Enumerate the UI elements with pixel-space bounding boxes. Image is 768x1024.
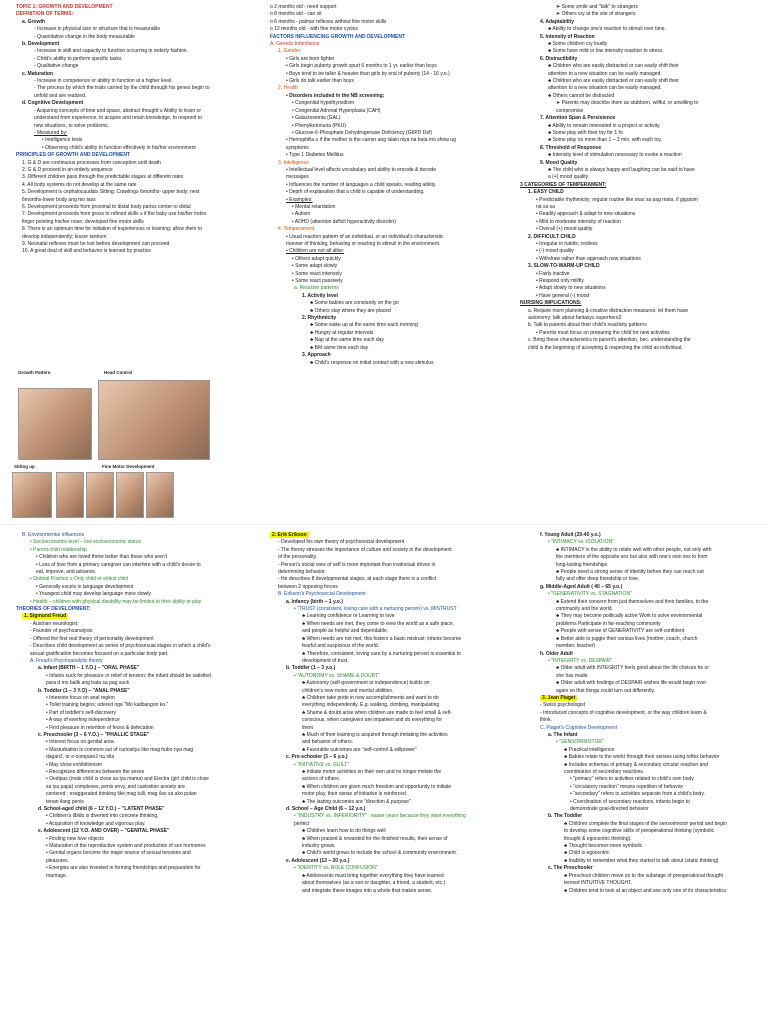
text-line: a (+) mood quality xyxy=(548,174,589,181)
text-line: 1. G & D are continuous processes from conception until death xyxy=(22,159,161,166)
photo-head-control xyxy=(98,380,210,460)
text-line: • Usual reaction pattern of an individual, or an individual's characteristic xyxy=(286,233,444,240)
text-line: 3. SLOW-TO-WARM-UP CHILD xyxy=(528,263,600,270)
text-line: - He describes 8 developmental stages, at each stage there is a conflict xyxy=(278,576,437,583)
text-line: 5. Intensity of Reaction xyxy=(540,33,595,40)
text-line: • Phenylketonuria (PKU) xyxy=(292,122,346,129)
text-line: understand from experience, to acquire and retain knowledge, to respond to xyxy=(34,115,202,122)
text-line: - Child's ability to perform specific tasks. xyxy=(34,55,123,62)
text-line: coordination of secondary reactions. xyxy=(564,769,645,775)
text-line: • Oedipus (male child is close sa iya mama) and Electra (girl child is close xyxy=(46,776,209,783)
text-line: 2. Health xyxy=(278,85,299,92)
text-line: ♣ The lasting outcomes are "direction & purpose" xyxy=(302,798,411,805)
text-line: attention to a new situation can be easily managed. xyxy=(548,70,662,77)
text-line: ♣ Child's response on initial contact with a new stimulus xyxy=(310,359,434,366)
text-line: • Genital organs become the major source of sexual tensions and xyxy=(46,850,191,857)
text-line: B. Environmental Influences xyxy=(22,532,85,538)
text-line: A. Freud's Psychoanalytic theory xyxy=(30,657,103,664)
text-line: actions of others. xyxy=(302,776,341,783)
text-line: and integrate these images into a whole that makes sense. xyxy=(302,887,433,894)
text-line: • Withdraw rather than approach new situations xyxy=(536,255,641,262)
text-line: • Parents must focus on preparing the child for new activities xyxy=(536,329,670,336)
text-line: • "secondary" refers to activities separate from a child's body. xyxy=(570,791,705,798)
text-line: and people as helpful and dependable. xyxy=(302,628,389,635)
text-line: 9. Mood Quality xyxy=(540,159,578,166)
text-line xyxy=(270,532,510,539)
text-line: everything independently. E.g. walking, climbing, manipulating xyxy=(302,702,440,709)
text-line: ♣ When needs are not met, this fosters a basic mistrust; infants become xyxy=(302,635,462,642)
text-line: • Youngest child may develop language more slowly xyxy=(36,591,151,598)
text-line: ♣ Some wake up at the same time each morning xyxy=(310,322,418,329)
text-line: the members of the opposite sex but also with one's own sex to form xyxy=(556,554,708,561)
label-fine-motor: Fine Motor Development xyxy=(102,464,155,469)
text-line: • Mild to moderate intensity of reaction xyxy=(536,218,621,225)
text-line: fully and offer deep friendship or love. xyxy=(556,576,640,583)
text-line: ♣ Nap at the same time each day xyxy=(310,337,384,344)
text-line: 4. Adaptability xyxy=(540,18,574,25)
text-line: • Socioeconomic level – low socioeconomic status xyxy=(30,539,141,546)
text-line: ➤ Parents may describe them as stubborn, willful, or unwilling to xyxy=(556,100,699,107)
text-line: problems Participate in far-reaching community xyxy=(556,620,661,627)
text-line: • Acquisition of knowledge and vigorous play. xyxy=(46,820,146,827)
photo-fine-motor-3 xyxy=(116,472,144,518)
photo-fine-motor-2 xyxy=(86,472,114,518)
text-line: • "GENERATIVITY vs. STAGNATION" xyxy=(548,591,632,598)
col2-top xyxy=(270,4,510,367)
text-line: - The process by which the traits carried by the child through his genes begin to xyxy=(34,85,210,92)
text-line: 2. Rhythmicity xyxy=(302,315,337,322)
text-line: 1. Gender xyxy=(278,48,301,55)
text-line: ♣ Children complete the final stages of the sensorimotor period and begin xyxy=(564,820,727,827)
text-line: • Intelligence tests xyxy=(42,137,83,144)
text-line: 1. Activity level xyxy=(302,292,338,299)
text-line: child is the beginning of accepting & respecting the child as individual. xyxy=(528,344,683,351)
text-line: 7. Development proceeds from gross to refined skills ≥ if the baby use his/her index xyxy=(22,211,207,218)
text-line: finger pointing his/her nose; developed fine motor skills xyxy=(22,218,144,225)
text-line: • Influences the number of languages a child speaks, reading ability. xyxy=(286,181,437,188)
text-line: ♣ Much of their learning is acquired through imitating the activities xyxy=(302,731,448,738)
text-line: a. The Infant xyxy=(548,731,578,738)
text-line: to develop some cognitive skills of preoperational thinking (symbolic xyxy=(564,828,715,835)
text-line: • (-) mood quality xyxy=(536,248,574,255)
text-line: • Ordinal Position ≥ Only child or eldest child xyxy=(30,576,129,583)
text-line: conscious, when caregivers are impatient and do everything for xyxy=(302,717,443,724)
text-line: d. School-aged child (6 – 12 Y.O.) – "LATENT PHASE" xyxy=(38,806,165,813)
text-line: - The theory stresses the importance of culture and society in the development xyxy=(278,546,452,553)
text-line: ♣ Shame & doubt arise when children are made to feel small & self- xyxy=(302,709,452,716)
text-line: • Respond only mildly xyxy=(536,278,584,285)
text-line: compromise xyxy=(556,107,584,114)
text-line: na sa sa xyxy=(536,203,555,210)
text-line: ♣ Older adult with INTEGRITY feels good about the life choices he or xyxy=(556,665,709,672)
text-line: - Introduced concepts of cognitive development, or the way children learn & xyxy=(540,709,707,716)
text-line xyxy=(8,613,256,620)
text-line: ➤ Others cry at the site of strangers xyxy=(556,11,636,18)
text-line: dagan2, or e-compare2 na nila xyxy=(46,754,115,761)
text-line: ♣ Some play no more than 1 – 2 min. with each toy. xyxy=(548,137,663,144)
text-line: termed INTUITIVE THOUGHT. xyxy=(564,880,632,887)
text-line: - Increase in competence or ability to function at a higher level. xyxy=(34,78,173,85)
text-line: b. Talk to parents about their child's reactivity patterns xyxy=(528,322,647,329)
col1-bottom xyxy=(8,532,256,880)
text-line: c. Pre-schooler (3 – 6 y.o.) xyxy=(286,754,348,761)
text-line: marriage. xyxy=(46,872,68,879)
text-line: ♣ When needs are met, they come to view the world as a safe place, xyxy=(302,620,454,627)
text-line: ♣ Includes schemas of primary & secondary circular reaction and xyxy=(564,761,708,768)
text-line: ♣ Initiate motor activities on their own and no longer imitate the xyxy=(302,769,442,775)
text-line: 1. EASY CHILD xyxy=(528,189,564,196)
text-line: 8. There is an optimum time for initiation of experiences or learning; allow them to xyxy=(22,226,202,233)
text-line: • Interest focus on genital area. xyxy=(46,739,116,746)
text-line: • Adapt slowly to new situations xyxy=(536,285,606,292)
text-line: 4. Temperament xyxy=(278,226,315,233)
text-line: 6. Development proceeds from proximal to distal body parts≥ center to distal xyxy=(22,203,191,210)
text-line: ♣ Intensity level of stimulation necessary to evoke a reaction xyxy=(548,152,682,159)
text-line: - Increase in physical size or structure that is measurable xyxy=(34,26,161,33)
text-line: PRINCIPLES OF GROWTH AND DEVELOPMENT xyxy=(16,152,130,159)
text-line: ♣ Older adult with feelings of DESPAIR wishes life would begin over xyxy=(556,680,707,687)
label-head-control: Head Control xyxy=(104,370,133,375)
text-line: - Acquiring concepts of time and space, abstract thought ≥ Ability to learn or xyxy=(34,107,202,114)
text-line: c. Preschooler (3 – 6 Y.O.) – "PHALLIC STAGE" xyxy=(38,731,150,738)
text-line: 9. Neonatal reflexes must be lost before development can proceed xyxy=(22,241,170,247)
text-line: a. Require more planning & creative distraction measures; let them have xyxy=(528,307,689,314)
text-line: • Mental retardation xyxy=(292,203,336,210)
text-line: b. Development xyxy=(22,41,60,48)
text-line: ♣ When children are given much freedom and opportunity to initiate xyxy=(302,783,452,790)
text-line: • Girls begin puberty growth spurt 6 months to 1 yr. earlier than boys xyxy=(286,63,437,70)
text-line: • "circulatory reaction" means repetition of behavior xyxy=(570,783,684,790)
text-line: • Loss of love from a primary caregiver can interfere with a child's desire to xyxy=(36,561,201,568)
text-line: • Type 1 Diabetes Mellitus xyxy=(286,152,344,159)
text-line: • A way of exerting independence xyxy=(46,717,120,724)
col2-bottom xyxy=(270,532,510,895)
text-line: • Girls are born lighter xyxy=(286,55,335,62)
text-line: between 2 opposing forces xyxy=(278,583,338,590)
text-line: - Measured by: xyxy=(34,129,68,136)
text-line: about themselves (as a son or daughter, a friend, a student, etc.) xyxy=(302,880,446,887)
text-line: ♣ Child's world grows to include the school & community environment. xyxy=(302,850,458,857)
col1-top xyxy=(8,4,256,256)
text-line: NURSING IMPLICATIONS: xyxy=(520,300,582,307)
text-line: 6months-lower body ang mo tass xyxy=(22,196,96,203)
text-line: DEFINITION OF TERMS: xyxy=(16,11,74,18)
text-line: • Parent-child relationship xyxy=(30,546,87,553)
text-line: ♣ Learning confidence or Learning to love xyxy=(302,613,395,620)
text-line: • Health – children with physical disability may be limited in their ability to play xyxy=(30,598,202,605)
text-line: - Describes child development as series of psychosexual stages in which a child's xyxy=(30,643,211,650)
text-line: ♣ INTIMACY is the ability to relate well with other people, not only with xyxy=(556,546,712,553)
highlighted-heading: 1. Sigmund Freud xyxy=(24,613,67,620)
text-line: para d mo balik ang bata sa pag suck xyxy=(46,680,130,687)
text-line: ♣ Children learn how to do things well xyxy=(302,828,386,835)
text-line: c. Bring these characteristics to parent's attention, bec. understanding the xyxy=(528,337,691,344)
text-line: 7. Attention Span & Persistence xyxy=(540,115,616,122)
text-line: sa iya papa) complexes, penis envy, and castration anxiety are xyxy=(46,783,185,790)
text-line: • "INDUSTRY vs. INFERIORITY" ; easier years because they want everything xyxy=(294,813,466,820)
text-line: • Children are not all alike: xyxy=(286,248,345,255)
text-line: TOPIC 1: GROWTH AND DEVELOPMENT xyxy=(16,4,113,10)
text-line: ➤ Some smile and "talk" to strangers xyxy=(556,4,638,10)
text-line: • Energies are also invested in forming friendships and preparation for xyxy=(46,865,201,872)
text-line xyxy=(540,695,764,702)
text-line: ♣ Thought becomes more symbolic xyxy=(564,843,643,850)
text-line: • Children's libido is diverted into concrete thinking. xyxy=(46,813,159,820)
text-line: - Increase in skill and capacity to function occurring in orderly fashion. xyxy=(34,48,188,55)
text-line: • "INTIMACY vs. ISOLATION" xyxy=(548,539,614,546)
text-line: h. Older Adult xyxy=(540,650,573,657)
text-line: ♣ Children tend to look at an object and see only one of its characteristics xyxy=(564,887,727,894)
text-line: determining behavior. xyxy=(278,569,326,576)
text-line: • Congenital hypothyroidism xyxy=(292,100,355,107)
text-line: again so that things could turn out differently. xyxy=(556,687,656,694)
text-line: • Generally excels in language development xyxy=(36,583,134,590)
text-line: f. Young Adult (20-40 y.o.) xyxy=(540,532,601,538)
text-line: • Recognizes differences between the sexes xyxy=(46,769,145,775)
text-line: ♣ Children take pride in new accomplishments and want to do xyxy=(302,694,439,701)
text-line: • ADHD (attention deficit hyperactivity disorder) xyxy=(292,218,397,225)
text-line: c. The Preschooler xyxy=(548,865,593,872)
text-line: • Depth of explanation that a child is capable of understanding. xyxy=(286,189,425,196)
text-line: symptoms xyxy=(286,144,309,151)
text-line: • "TRUST (consistent, loving care with a nurturing person) vs. MISTRUST xyxy=(294,606,457,613)
photo-sitting-up xyxy=(12,472,52,518)
text-line: motor play, their sense of initiative is reinforced. xyxy=(302,791,408,798)
text-line: • Toilet training begins; uttered nga "Mo kalibangon ko." xyxy=(46,702,169,709)
text-line: 2. G & D proceed in an orderly sequence xyxy=(22,166,113,173)
text-line: ♣ Therefore, consistent, loving care by a nurturing person is essential to xyxy=(302,650,461,657)
text-line: ♣ Better able to juggle their various lives (mother, coach, church xyxy=(556,635,698,642)
text-line: ♣ The child who is always happy and laughing can be said to have xyxy=(548,166,695,173)
text-line: c. Maturation xyxy=(22,70,54,77)
text-line: a. Infant (BIRTH – 1 Y.O.) – "ORAL PHASE" xyxy=(38,665,140,672)
text-line: • Hemophilia ≥ if the mother is the carrier ang lalaki niya na bata mo show ug xyxy=(286,137,456,144)
photo-growth-pattern xyxy=(18,388,92,460)
text-line: thought & egocentric thinking). xyxy=(564,835,632,842)
text-line: e. Adolescent (13 – 20 y.o.) xyxy=(286,857,350,864)
text-line: demonstrate goal-directed behavior xyxy=(570,806,649,813)
text-line: tenan ilang penis xyxy=(46,798,84,805)
text-line: • Masturbation is common out of curiosity≥ like mag hubo nya mag xyxy=(46,746,194,753)
text-line: sexual gratification becomes focused on a particular body part. xyxy=(30,650,169,657)
text-line: • Overall (+) mood quality xyxy=(536,226,593,233)
text-line: ♣ People need a strong sense of identity before they can reach out xyxy=(556,569,704,576)
text-line: • "AUTONOMY vs. SHAME & DOUBT" xyxy=(294,672,380,679)
text-line: • Observing child's ability to function effectively in his/her environment xyxy=(42,144,196,151)
text-line: ♣ People with sense of GENERATIVITY are self-confident xyxy=(556,628,685,635)
text-line: FACTORS INFLUENCING GROWTH AND DEVELOPMENT xyxy=(270,33,405,40)
text-line: • Have general (-) mood xyxy=(536,292,590,299)
photo-fine-motor-4 xyxy=(146,472,174,518)
text-line: 10. A great deal of skill and behavior is learned by practice xyxy=(22,248,151,255)
text-line: of the personality. xyxy=(278,554,318,561)
text-line: 8. Threshold of Response xyxy=(540,144,602,151)
text-line: she has made. xyxy=(556,672,589,679)
text-line: ♣ Babies relate to the world through their senses using reflex behavior xyxy=(564,754,720,761)
text-line: ♣ Adolescents must bring together everything they have learned xyxy=(302,872,444,879)
text-line: ♣ Practical intelligence xyxy=(564,746,615,753)
text-line: • "IDENTITY vs. ROLE CONFUSION" xyxy=(294,865,378,872)
text-line: d. School – Age Child (6 – 12 y.o.) xyxy=(286,806,366,813)
highlighted-heading: 3. Jean Piaget xyxy=(542,694,576,701)
text-line: • Finding new love objects xyxy=(46,835,104,842)
text-line: • Interests focus on anal region xyxy=(46,694,115,701)
highlighted-heading: 2. Erik Erikson xyxy=(272,532,307,538)
text-line: development of trust. xyxy=(302,657,349,664)
text-line: A. Genetic Inheritance xyxy=(270,41,320,48)
text-line: o 2 months old - need support xyxy=(270,4,337,10)
text-line: ♣ Children who are easily distracted or can easily shift their xyxy=(548,63,679,70)
text-line: o 8 months old - can sit xyxy=(270,11,322,18)
text-line: - Quantitative change in the body measurable xyxy=(34,33,135,40)
text-line: • Readily approach & adapt to new situations xyxy=(536,211,636,218)
text-line: • Some react intensely xyxy=(292,270,342,277)
text-line: autonomy; talk about fantasy≥ superhero2 xyxy=(528,315,622,322)
text-line: - Swiss psychologist xyxy=(540,702,586,709)
text-line: - Developed his own theory of psychosocial development xyxy=(278,539,405,546)
text-line: them. xyxy=(302,724,315,731)
text-line: • Congenital Adrenal Hyperplasia (CAH) xyxy=(292,107,381,114)
text-line: THEORIES OF DEVELOPMENT: xyxy=(16,606,91,613)
text-line: ♣ Others cannot be distracted xyxy=(548,92,615,99)
text-line: 3. Different children pass through the predictable stages at different rates xyxy=(22,174,184,181)
text-line: • Irregular in habits; restless xyxy=(536,241,598,247)
text-line: • "INTEGRITY vs. DESPAIR" xyxy=(548,657,613,664)
text-line: pleasures. xyxy=(46,857,70,864)
text-line: centered ; exaggerated thinking like mag tulli, mag ilao sa ako putan xyxy=(46,791,197,798)
text-line: 4. All body systems do not develop at the same rate xyxy=(22,181,137,188)
text-line: • Disorders included in the NB screening: xyxy=(286,92,385,99)
text-line: ♣ Hungry at regular intervals xyxy=(310,329,374,336)
page-divider xyxy=(0,524,768,525)
text-line: ♣ They may become politically active Work to solve environmental xyxy=(556,613,703,620)
label-sitting-up: Sitting up xyxy=(14,464,35,469)
text-line: member, teacher) xyxy=(556,643,596,650)
text-line: fearful and suspicious of the world. xyxy=(302,643,379,650)
text-line: • Infants suck for pleasure or relief of tension; the infant should be satisfied xyxy=(46,672,211,679)
text-line: B. Erikson's Psychosocial Development xyxy=(278,591,366,598)
text-line: manner of thinking, behaving or reacting to stimuli in the environment. xyxy=(286,241,441,247)
text-line: ♣ Children who are easily distracted or can easily shift their xyxy=(548,78,679,85)
text-line: ♣ Preschool children move on to the substage of preoperational thought xyxy=(564,872,723,879)
text-line: o 12 months old - with fine motor cycles xyxy=(270,26,358,33)
text-line: d. Cognitive Development xyxy=(22,100,84,107)
photo-fine-motor-1 xyxy=(56,472,84,518)
text-line: • Glucose-6-Phosphate Dehydrogenase Deficiency (G6PD Def) xyxy=(292,129,433,136)
text-line: ♣ Inability to remember what they started to talk about (static thinking) xyxy=(564,857,719,864)
text-line: ♣ Autonomy (self-government or independence) builds on xyxy=(302,680,430,687)
text-line: C. Piaget's Cognitive Development xyxy=(540,724,618,731)
text-line: ♣ Some play with their toy for 1 hr. xyxy=(548,129,625,136)
text-line: - Person's social view of self is more important than instinctual drives in xyxy=(278,561,436,568)
text-line: long-lasting friendships. xyxy=(556,561,609,568)
text-line: • Girls do talk earlier than boys xyxy=(286,78,354,85)
text-line: 3. Intelligence xyxy=(278,159,309,166)
text-line: b. The Toddler xyxy=(548,813,583,820)
text-line: ♣ Ability to change one's reaction to stimuli over time. xyxy=(548,26,666,33)
text-line: ♣ Ability to remain interested in a project or activity. xyxy=(548,122,661,129)
text-line: ♣ When praised & rewarded for the finished results, their sense of xyxy=(302,835,448,842)
text-line: • Children who are loved thrive better than those who aren't xyxy=(36,554,168,561)
text-line: 3. Approach xyxy=(302,352,331,359)
text-line: o 6 months - palmar reflexes without fine motor skills xyxy=(270,18,387,25)
col3-top xyxy=(520,4,764,352)
text-line: a. Infancy (birth – 1 y.o.) xyxy=(286,598,343,605)
text-line: 6. Distractibility xyxy=(540,55,578,62)
text-line: - Qualitative change xyxy=(34,63,79,70)
text-line: industry grows. xyxy=(302,843,336,850)
text-line: community and the world. xyxy=(556,606,613,613)
text-line: eat, improve, and advance. xyxy=(36,569,97,576)
text-line: b. Toddler (1 – 3 Y.O) – "ANAL PHASE" xyxy=(38,687,130,694)
text-line: ♣ BM same time each day xyxy=(310,344,369,351)
text-line: ♣ Favorable outcomes are "self-control & willpower" xyxy=(302,746,417,753)
text-line: • Maturation of the reproductive system and production of sex hormones xyxy=(46,843,206,850)
col3-bottom xyxy=(540,532,764,895)
text-line: attention to a new situation can be easily managed. xyxy=(548,85,662,92)
text-line: unfold and are realized. xyxy=(34,92,87,99)
text-line: • Autism xyxy=(292,211,311,218)
text-line: • "SENSORIMOTOR" xyxy=(556,739,604,746)
text-line: • Coordination of secondary reactions, infants begin to xyxy=(570,798,690,805)
text-line: a. Reaction patterns xyxy=(294,285,339,292)
text-line: • Boys tend to be taller & heavier than girls by end of puberty (14 - 16 y.o.) xyxy=(286,70,450,77)
text-line: e. Adolescent (12 Y.O. AND OVER) – "GENITAL PHASE" xyxy=(38,828,170,835)
text-line: • "INITIATIVE vs. GUILT" xyxy=(294,761,350,768)
text-line: ♣ Some babies are constantly on the go xyxy=(310,300,399,307)
text-line: ♣ Others stay where they are placed xyxy=(310,307,391,314)
text-line: develop independently; lesser tantrum xyxy=(22,233,107,240)
text-line: • Part of toddler's self-discovery xyxy=(46,709,116,716)
text-line: 5. Development is cephalocaudal≥ Sitting; Crawling≥ 6months- upper body; next xyxy=(22,189,200,196)
text-line: • May show exhibitionism xyxy=(46,761,102,768)
text-line: • Predictable rhythmicity; regular routine like oras sa pag mata, if gigutom xyxy=(536,196,698,203)
text-line: • Examples: xyxy=(286,196,313,203)
text-line: - Founder of psychoanalysis xyxy=(30,628,93,635)
text-line: g. Middle-Aged Adult ( 40 – 65 y.o.) xyxy=(540,583,623,590)
text-line: 3 CATEGORIES OF TEMPERAMENT: xyxy=(520,181,607,188)
text-line: messages xyxy=(286,174,309,181)
text-line: children's new motor and mental abilities. xyxy=(302,687,394,694)
text-line: • Intellectual level affects vocabulary and ability to encode & decode xyxy=(286,166,437,173)
text-line: • Galactosemia (GAL) xyxy=(292,115,341,122)
text-line: • Some adapt slowly xyxy=(292,263,338,270)
text-line: • Others adapt quickly xyxy=(292,255,341,262)
text-line: ♣ Some have mild or low intensity reaction to stress. xyxy=(548,48,664,55)
text-line: • Some react passively xyxy=(292,278,343,285)
label-growth-pattern: Growth Pattern xyxy=(18,370,51,375)
text-line: and behavior of others. xyxy=(302,739,354,746)
text-line: - Austrian neurologist; xyxy=(30,620,79,627)
text-line: • Fairly inactive xyxy=(536,270,570,277)
text-line: • "primary" refers to activities related to child's own body xyxy=(570,776,694,783)
text-line: 2. DIFFICULT CHILD xyxy=(528,233,576,240)
text-line: ♣ Child is egocentric xyxy=(564,850,610,857)
text-line: b. Toddler (1 – 3 y.o.) xyxy=(286,665,336,672)
text-line: a. Growth xyxy=(22,18,46,25)
text-line: ♣ Extend their concern from just themselves and their families, to the xyxy=(556,598,709,605)
text-line: ♣ Some children cry loudly xyxy=(548,41,608,48)
text-line: - Offered the first real theory of personality development xyxy=(30,635,154,642)
text-line: new situations, to solve problems. xyxy=(34,122,110,129)
text-line: perfect xyxy=(294,820,310,827)
text-line: think. xyxy=(540,717,552,724)
text-line: • Find pleasure in retention of feces & defecation xyxy=(46,724,154,731)
